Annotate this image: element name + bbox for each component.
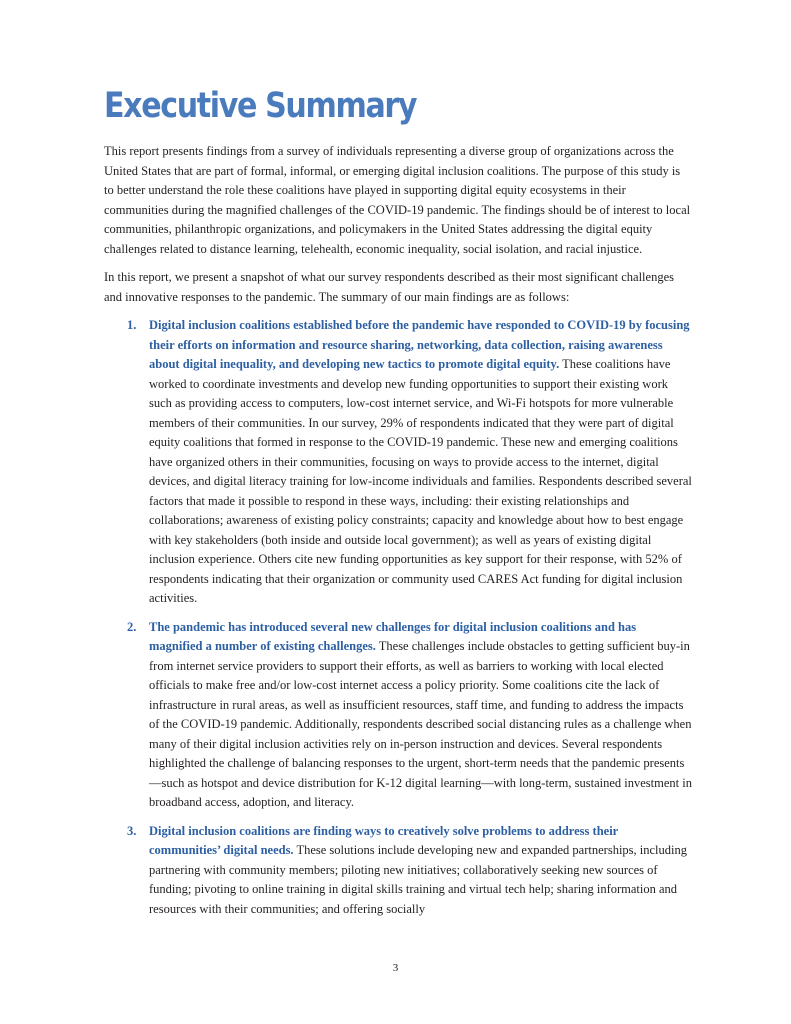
page-number: 3 — [392, 962, 399, 974]
finding-number: 2. — [127, 619, 137, 634]
intro-paragraph-2: In this report, we present a snapshot of what our survey respondents described as their most significant challenges and innovative responses to the pandemic. The summary of our main findings are as follows: — [104, 270, 674, 304]
finding-item-1 — [104, 316, 692, 609]
finding-lead: Digital inclusion coalitions established before the pandemic have responded to COVID-19 by focusing their efforts on information and resource sharing, networking, data collection, raising awareness about digital inequality, and developing new tactics to promote digital equity. — [149, 318, 690, 371]
finding-lead: Digital inclusion coalitions are finding ways to creatively solve problems to address their communities’ digital needs. — [149, 823, 618, 857]
finding-number: 1. — [127, 318, 137, 332]
intro-paragraph-1: This report presents findings from a survey of individuals representing a diverse group of organizations across the United States that are part of formal, informal, or emerging digital inclusion coalitions. The purpose of this study is to better understand the role these coalitions have played in supporting digital equity ecosystems in their communities during the magnified challenges of the COVID-19 pandemic. The findings should be of interest to local communities, philanthropic organizations, and policymakers in the United States addressing the digital equity challenges related to distance learning, telehealth, economic inequality, social isolation, and racial injustice. — [104, 144, 691, 256]
finding-item-3 — [104, 822, 692, 920]
body-text — [104, 142, 692, 928]
finding-number: 3. — [127, 823, 137, 838]
finding-lead: The pandemic has introduced several new challenges for digital inclusion coalitions and has magnified a number of existing challenges. — [149, 619, 637, 653]
page-title: Executive Summary — [104, 86, 417, 126]
finding-text: These coalitions have worked to coordinate investments and develop new funding opportunities to support their existing work such as providing access to computers, low-cost internet service, and Wi-Fi hotspots for more vulnerable members of their communities. In our survey, 29% of respondents indicated that they were part of digital equity coalitions that formed in response to the COVID-19 pandemic. These new and emerging coalitions have organized others in their communities, focusing on ways to provide access to the internet, digital devices, and digital literacy training for low-income individuals and families. Respondents described several factors that made it possible to respond in these ways, including: their existing relationships and collaborations; awareness of existing policy constraints; capacity and knowledge about how to best engage with key stakeholders (both inside and outside local government); as well as years of existing digital inclusion experience. Others cite new funding opportunities as key support for their response, with 52% of respondents indicating that their organization or community used CARES Act funding for digital inclusion activities. — [149, 357, 692, 605]
finding-text: These challenges include obstacles to getting sufficient buy-in from internet service providers to support their efforts, as well as barriers to working with local elected officials to make free and/or low-cost internet access a policy priority. Some coalitions cite the lack of infrastructure in rural areas, as well as insufficient resources, staff time, and funding to address the impacts of the COVID-19 pandemic. Additionally, respondents described social distancing rules as a challenge when many of their digital inclusion activities rely on in-person instruction and devices. Several respondents highlighted the challenge of balancing responses to the urgent, short-term needs that the pandemic presents—such as hotspot and device distribution for K-12 digital learning—with long-term, sustained investment in broadband access, adoption, and literacy. — [149, 639, 692, 809]
findings-list — [104, 316, 692, 919]
finding-text: These solutions include developing new and expanded partnerships, including partnering with community members; piloting new initiatives; collaboratively seeking new sources of funding; pivoting to online training in digital skills training and virtual tech help; sharing information and resources with their communities; and offering socially — [149, 843, 687, 916]
finding-item-2 — [104, 618, 692, 813]
